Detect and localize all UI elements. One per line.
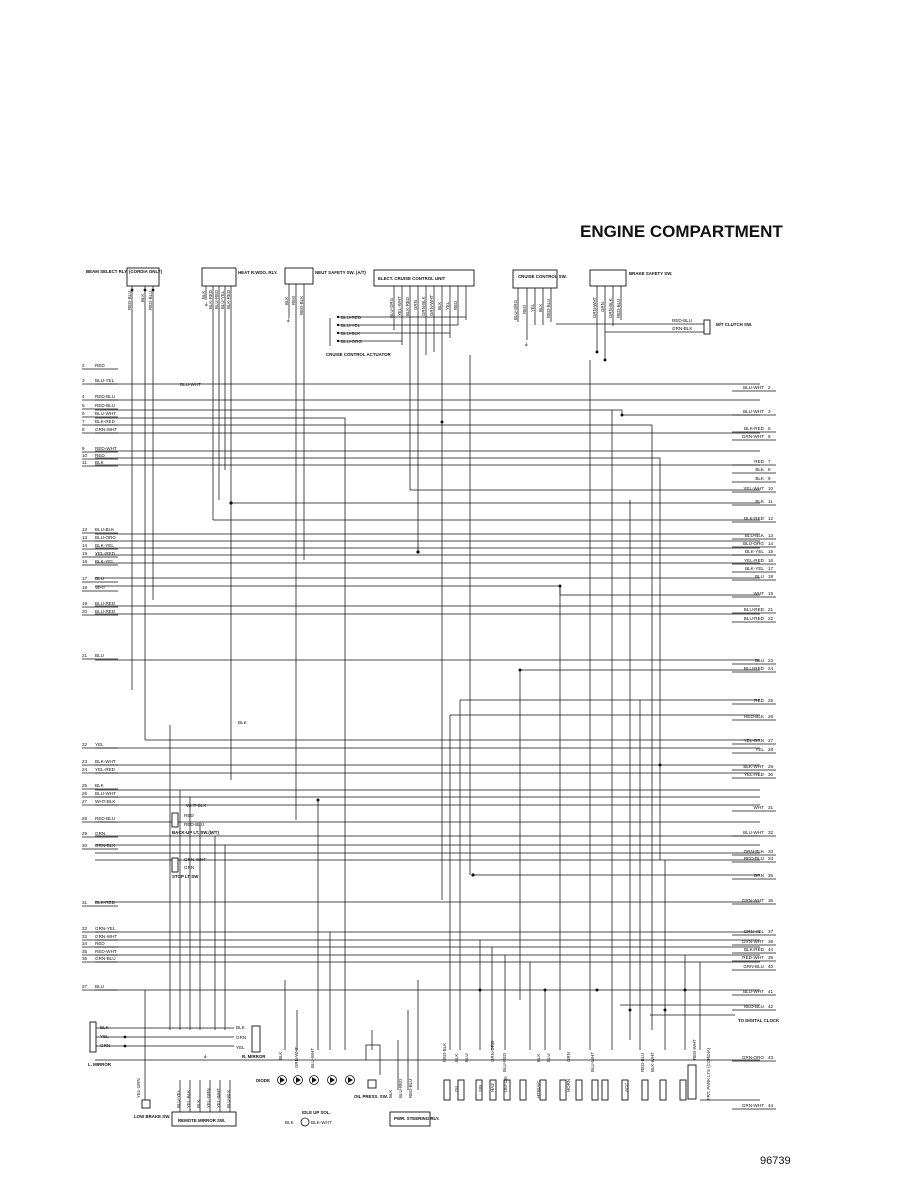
right-wire-color: BLU-ORG <box>743 541 764 546</box>
vertical-wire-label: BLK <box>278 1051 283 1060</box>
right-wire-number: 41 <box>768 989 774 994</box>
svg-text:CRUISE CONTROL ACTUATOR: CRUISE CONTROL ACTUATOR <box>326 352 391 357</box>
vertical-wire-label: BLK <box>454 1053 459 1062</box>
svg-text:HEAT R.WDO. RLY.: HEAT R.WDO. RLY. <box>238 270 278 275</box>
oil-pressure-switch <box>354 1045 388 1099</box>
right-wire-number: 43 <box>768 1055 774 1060</box>
right-wire-number: 9 <box>768 476 771 481</box>
vertical-wire-label: BLK-RED <box>208 289 213 309</box>
vertical-wire-label: BLK-RED <box>405 296 410 316</box>
svg-text:BLU-YEL: BLU-YEL <box>341 323 361 328</box>
vertical-wire-label: YEL <box>445 301 450 310</box>
connector-block <box>520 1080 526 1100</box>
left-wire-color: BLU <box>95 984 104 989</box>
vertical-wire-label: BLK-WHT <box>650 1052 655 1072</box>
vertical-wire-label: RED <box>291 295 296 305</box>
right-wire-number: 3 <box>768 409 771 414</box>
vertical-wire-label: YEL-BLK <box>186 1089 191 1108</box>
right-wire-color: RED-BLK <box>744 714 764 719</box>
left-wire-number: 16 <box>82 559 88 564</box>
stop-light-switch <box>172 857 206 879</box>
left-wire-color: BLK-WHT <box>95 759 116 764</box>
connector-block <box>660 1080 666 1100</box>
right-wire-color: RED <box>754 698 764 703</box>
svg-text:ELECT. CRUISE CONTROL UNIT: ELECT. CRUISE CONTROL UNIT <box>378 276 446 281</box>
left-wire-number: 26 <box>82 791 88 796</box>
svg-text:R. MIRROR: R. MIRROR <box>242 1054 266 1059</box>
left-wire-number: 6 <box>82 411 85 416</box>
vertical-wire-label: GRN-WHT <box>592 296 597 318</box>
right-wire-number: 16 <box>768 558 774 563</box>
left-wire-number: 34 <box>82 941 88 946</box>
vertical-wire-label: BLK <box>536 1053 541 1062</box>
digital-clock-note <box>650 1015 780 1023</box>
left-wire-color: RED <box>95 453 105 458</box>
vertical-wire-label: BLU <box>546 1053 551 1062</box>
svg-text:GRN: GRN <box>236 1035 247 1040</box>
left-wire-number: 23 <box>82 759 88 764</box>
right-wire-color: BLK <box>755 476 764 481</box>
left-wire-number: 9 <box>82 446 85 451</box>
connector-block <box>602 1080 608 1100</box>
left-wire-number: 13 <box>82 535 88 540</box>
left-wire-number: 5 <box>82 403 85 408</box>
left-wire-labels <box>82 363 118 990</box>
vertical-wire-label: BLK <box>388 1089 393 1098</box>
svg-text:GRN: GRN <box>184 865 195 870</box>
vertical-wire-label: YEL-WHT <box>216 1088 221 1108</box>
vertical-wire-label: YEL-GRN <box>206 1088 211 1108</box>
svg-text:RED: RED <box>184 813 194 818</box>
svg-text:BLU-ORG: BLU-ORG <box>341 339 362 344</box>
svg-text:GRN: GRN <box>100 1043 111 1048</box>
vertical-wire-label: GRN-WHT <box>429 294 434 316</box>
vertical-wire-label: GRN-ORG <box>490 1040 495 1062</box>
right-wire-color: YEL-RED <box>744 772 764 777</box>
vertical-wire-labels <box>127 290 697 1108</box>
left-wire-number: 29 <box>82 831 88 836</box>
right-wire-number: 15 <box>768 549 774 554</box>
left-wire-color: BLU-BLK <box>95 527 115 532</box>
svg-text:OIL PRESS. SW.: OIL PRESS. SW. <box>354 1094 388 1099</box>
vertical-wire-label: BLK <box>140 293 145 302</box>
vertical-wire-label: RED-BLK <box>299 295 304 315</box>
left-wire-number: 18 <box>82 585 88 590</box>
right-wire-number: 38 <box>768 939 774 944</box>
right-wire-number: 25 <box>768 698 774 703</box>
left-wire-color: GRN <box>95 831 106 836</box>
right-wire-color: RED-BLU <box>743 856 764 861</box>
vertical-wire-label: BLU-WHT <box>310 1047 315 1068</box>
left-wire-color: BLU <box>95 576 104 581</box>
right-wire-number: 14 <box>768 541 774 546</box>
right-wire-number: 18 <box>768 574 774 579</box>
right-wire-number: 6 <box>768 434 771 439</box>
right-wire-number: 35 <box>768 873 774 878</box>
right-wire-number: 34 <box>768 856 774 861</box>
svg-text:⏚: ⏚ <box>524 342 529 347</box>
left-wire-color: BLU-RED <box>95 601 116 606</box>
left-wire-color: BLU-ORG <box>95 535 116 540</box>
vertical-wire-label: YEL <box>530 303 535 312</box>
svg-text:TO DIGITAL CLOCK: TO DIGITAL CLOCK <box>738 1018 780 1023</box>
vertical-wire-label: GRN <box>566 1052 571 1062</box>
vertical-wire-label: BLK <box>201 290 206 299</box>
svg-text:BLU-RED: BLU-RED <box>341 315 362 320</box>
vertical-wire-label: GRN <box>413 300 418 310</box>
right-wire-color: BLK-RED <box>744 426 764 431</box>
left-wire-number: 3 <box>82 378 85 383</box>
vertical-wire-label: GRN <box>600 302 605 312</box>
right-wire-number: 11 <box>768 499 773 504</box>
right-wire-number: 17 <box>768 566 774 571</box>
vertical-wire-label: DEFOG <box>503 1076 508 1092</box>
vertical-wire-label: RED-BLU <box>640 1052 645 1072</box>
right-wire-number: 23 <box>768 658 774 663</box>
left-wire-color: BLK <box>95 783 104 788</box>
vertical-wire-label: HAZ <box>490 1083 495 1092</box>
right-wire-color: BLU <box>755 658 764 663</box>
left-wire-number: 15 <box>82 551 88 556</box>
right-wire-number: 24 <box>768 666 774 671</box>
right-wire-color: YEL <box>755 747 764 752</box>
left-wire-number: 27 <box>82 799 88 804</box>
right-wire-number: 44 <box>768 947 774 952</box>
right-wire-color: BLU-RED <box>743 607 764 612</box>
left-wire-number: 31 <box>82 900 88 905</box>
vertical-wire-label: BLU-ORG <box>513 299 518 320</box>
right-wire-color: BLU-WHT <box>743 989 764 994</box>
vertical-wire-label: RED-BLU <box>546 298 551 318</box>
right-wire-number: 26 <box>768 714 774 719</box>
left-wire-color: BLU-RED <box>95 609 116 614</box>
right-wire-color: GRN <box>753 873 764 878</box>
right-wire-number: 30 <box>768 772 774 777</box>
backup-light-switch <box>172 813 219 835</box>
left-wire-color: RED-WHT <box>95 949 117 954</box>
right-wire-color: RED <box>754 459 764 464</box>
vertical-wire-label: BLK <box>284 296 289 305</box>
right-wire-number: 19 <box>768 591 774 596</box>
left-wire-color: BLU <box>95 653 104 658</box>
right-wire-number: 32 <box>768 830 774 835</box>
left-wire-number: 17 <box>82 576 88 581</box>
right-wire-number: 22 <box>768 616 774 621</box>
svg-text:RED-BLU: RED-BLU <box>184 822 205 827</box>
right-wire-labels <box>732 385 776 1109</box>
left-wire-number: 12 <box>82 527 88 532</box>
beam-select-relay <box>86 268 163 740</box>
right-mirror <box>236 1025 266 1059</box>
left-wire-number: 32 <box>82 926 88 931</box>
right-wire-number: 39 <box>768 955 774 960</box>
left-wire-color: GRN-WHT <box>95 934 118 939</box>
right-wire-color: BLU-WHT <box>743 385 764 390</box>
svg-text:CRUISE CONTROL SW.: CRUISE CONTROL SW. <box>518 274 567 279</box>
right-wire-color: GRN-BLK <box>743 849 764 854</box>
svg-text:FRT. PARK LTS (CORDIA): FRT. PARK LTS (CORDIA) <box>706 1047 711 1100</box>
left-wire-number: 36 <box>82 956 88 961</box>
svg-text:STOP LT SW: STOP LT SW <box>172 874 199 879</box>
svg-text:DIODE: DIODE <box>256 1078 270 1083</box>
vertical-wire-label: BLU-RED <box>214 289 219 309</box>
left-wire-number: 28 <box>82 816 88 821</box>
vertical-wire-label: BLU-RED <box>502 1052 507 1072</box>
right-wire-color: GRN-YEL <box>743 929 764 934</box>
left-wire-color: BLK-YEL <box>95 559 114 564</box>
vertical-wire-label: BLU-YEL <box>220 290 225 309</box>
svg-text:LOW BRAKE SW.: LOW BRAKE SW. <box>134 1114 171 1119</box>
left-wire-color: GRN-WHT <box>95 427 118 432</box>
left-wire-number: 35 <box>82 949 88 954</box>
right-wire-number: 21 <box>768 607 774 612</box>
right-wire-number: 37 <box>768 929 774 934</box>
svg-text:⏚: ⏚ <box>204 302 209 307</box>
power-steering-relay <box>390 1112 439 1126</box>
right-wire-number: 28 <box>768 747 774 752</box>
connector-block <box>642 1080 648 1100</box>
mid-label: BLU-WHT <box>180 382 201 387</box>
vertical-wire-label: GRN-WHT <box>294 1046 299 1068</box>
svg-text:BLK-WHT: BLK-WHT <box>311 1120 332 1125</box>
page-title: ENGINE COMPARTMENT <box>580 222 783 241</box>
left-wire-color: YEL <box>95 742 104 747</box>
connector-block <box>592 1080 598 1100</box>
svg-text:IDLE UP SOL.: IDLE UP SOL. <box>302 1110 331 1115</box>
right-wire-number: 33 <box>768 849 774 854</box>
right-wire-color: YEL-WHT <box>743 486 764 491</box>
vertical-wire-label: ACC <box>624 1082 629 1092</box>
vertical-wire-label: GRN-BLK <box>608 298 613 318</box>
vertical-wire-label: GRN-BLK <box>421 296 426 316</box>
svg-text:PWR. STEERING RLY.: PWR. STEERING RLY. <box>394 1116 440 1121</box>
left-wire-color: RED-WHT <box>95 446 117 451</box>
right-wire-color: RED-BLU <box>743 1004 764 1009</box>
right-wire-color: BLK-RED <box>744 947 764 952</box>
left-wire-number: 30 <box>82 843 88 848</box>
svg-text:BLU-BLK: BLU-BLK <box>341 331 361 336</box>
right-wire-color: BLU-RED <box>743 666 764 671</box>
right-wire-color: GRN-WHT <box>741 1103 764 1108</box>
right-wire-number: 44 <box>768 1103 774 1108</box>
right-wire-number: 31 <box>768 805 774 810</box>
right-wire-color: BLK <box>755 499 764 504</box>
left-wire-color: RED-BLU <box>95 403 116 408</box>
vertical-wire-label: BLU-RED <box>398 1078 403 1098</box>
left-wire-number: 7 <box>82 419 85 424</box>
right-wire-color: RED-WHT <box>742 955 764 960</box>
vertical-wire-label: RED-BLK <box>442 1042 447 1062</box>
low-brake-switch <box>134 990 170 1119</box>
vertical-wire-label: BLU-WHT <box>590 1051 595 1072</box>
vertical-wire-label: YEL-GRN <box>136 1078 141 1098</box>
heat-rwdo-relay <box>202 268 278 780</box>
left-wire-number: 21 <box>82 653 88 658</box>
right-wire-color: BLU <box>755 574 764 579</box>
left-wire-number: 20 <box>82 609 88 614</box>
right-wire-color: WHT <box>753 591 764 596</box>
vertical-wire-label: YEL-WHT <box>397 296 402 316</box>
left-wire-color: BLU-WHT <box>95 411 116 416</box>
cruise-control-actuator <box>326 315 466 357</box>
left-wire-number: 4 <box>82 394 85 399</box>
left-wire-color: RED-BLU <box>95 394 116 399</box>
left-wire-color: BLK-RED <box>95 419 115 424</box>
svg-text:BEAM SELECT RLY. (CORDIA ONLY): BEAM SELECT RLY. (CORDIA ONLY) <box>86 269 163 274</box>
connector-block <box>680 1080 686 1100</box>
right-wire-color: GRN-ORG <box>741 1055 764 1060</box>
left-wire-color: WHT <box>95 585 106 590</box>
left-wire-number: 37 <box>82 984 88 989</box>
left-wire-color: BLK <box>95 460 104 465</box>
left-wire-color: YEL-RED <box>95 767 115 772</box>
right-wire-number: 36 <box>768 898 774 903</box>
left-wire-number: 14 <box>82 543 88 548</box>
left-wire-number: 19 <box>82 601 88 606</box>
svg-text:RED-BLU: RED-BLU <box>672 318 693 323</box>
right-wire-number: 27 <box>768 738 774 743</box>
left-wire-color: GRN-BLK <box>95 843 116 848</box>
vertical-wire-label: BLK-RED <box>226 289 231 309</box>
left-wire-number: 33 <box>82 934 88 939</box>
svg-text:GRN-WHT: GRN-WHT <box>184 857 207 862</box>
right-wire-color: BLK-YEL <box>745 566 764 571</box>
vertical-wire-label: RED-BLU <box>148 290 153 310</box>
right-wire-color: BLK-YEL <box>745 549 764 554</box>
right-wire-color: GRN-WHT <box>741 434 764 439</box>
right-wire-number: 12 <box>768 516 774 521</box>
right-wire-color: BLU-BLK <box>744 533 764 538</box>
right-wire-number: 42 <box>768 1004 774 1009</box>
right-wire-number: 13 <box>768 533 774 538</box>
svg-text:BLK: BLK <box>236 1025 245 1030</box>
svg-text:GRN-BLK: GRN-BLK <box>672 326 693 331</box>
svg-text:YEL: YEL <box>236 1045 245 1050</box>
vertical-wire-label: OIL <box>454 1084 459 1092</box>
right-wire-color: GRN-BLU <box>743 964 764 969</box>
mt-clutch-switch <box>556 318 752 334</box>
svg-text:BLK: BLK <box>100 1025 109 1030</box>
right-wire-color: GRN-WHT <box>741 898 764 903</box>
left-wire-color: RED-BLU <box>95 816 116 821</box>
left-wire-color: BLK-YEL <box>95 543 114 548</box>
remote-mirror-switch <box>172 1053 236 1126</box>
right-wire-color: BLU-WHT <box>743 409 764 414</box>
vertical-wire-label: RED-BLU <box>616 298 621 318</box>
vertical-wire-label: BLU-YEL <box>176 1089 181 1108</box>
vertical-wire-label: BLU <box>464 1053 469 1062</box>
connector-block <box>576 1080 582 1100</box>
right-wire-color: GRN-WHT <box>741 939 764 944</box>
right-wire-number: 29 <box>768 764 774 769</box>
right-wire-color: BLK <box>755 467 764 472</box>
vertical-wire-label: RED-WHT <box>692 1039 697 1060</box>
svg-text:⏚: ⏚ <box>203 1054 208 1059</box>
right-wire-number: 7 <box>768 459 771 464</box>
right-wire-number: 2 <box>768 385 771 390</box>
vertical-wire-label: S/B <box>478 1084 483 1092</box>
harness-lines <box>95 384 760 1100</box>
vertical-wire-label: RED-BLU <box>408 1078 413 1098</box>
brake-safety-switch <box>590 270 672 360</box>
vertical-wire-label: HORN <box>566 1079 571 1092</box>
right-wire-color: BLU-WHT <box>743 830 764 835</box>
left-wire-number: 2 <box>82 363 85 368</box>
vertical-wire-label: BLK <box>196 1099 201 1108</box>
left-wire-color: BLU-YEL <box>95 378 115 383</box>
left-wire-number: 8 <box>82 427 85 432</box>
vertical-wire-label: BLU-BLK <box>226 1089 231 1108</box>
left-wire-color: YEL-RED <box>95 551 115 556</box>
right-wire-number: 8 <box>768 467 771 472</box>
left-wire-color: RED <box>95 941 105 946</box>
right-wire-color: BLK-RED <box>744 516 764 521</box>
svg-text:⏚: ⏚ <box>286 318 291 323</box>
vertical-wire-label: RED <box>453 300 458 310</box>
diodes <box>256 1076 355 1085</box>
mid-label: BLK <box>238 720 247 725</box>
left-wire-color: WHT-BLK <box>95 799 116 804</box>
vertical-wire-label: BLK <box>437 301 442 310</box>
left-wire-number: 25 <box>82 783 88 788</box>
vertical-wire-label: RED <box>522 304 527 314</box>
svg-text:BLK: BLK <box>285 1120 294 1125</box>
svg-text:BRAKE SAFETY SW.: BRAKE SAFETY SW. <box>629 271 673 276</box>
mid-label: WHT-BLK <box>186 803 207 808</box>
vertical-wire-label: RED-BLU <box>127 290 132 310</box>
right-wire-color: BLU-RED <box>743 616 764 621</box>
left-wire-number: 22 <box>82 742 88 747</box>
left-wire-color: BLU-WHT <box>95 791 116 796</box>
right-wire-color: YEL-RED <box>744 558 764 563</box>
right-wire-number: 40 <box>768 964 774 969</box>
right-wire-color: WHT <box>753 805 764 810</box>
svg-text:L. MIRROR: L. MIRROR <box>88 1062 111 1067</box>
right-wire-number: 5 <box>768 426 771 431</box>
idle-up-solenoid <box>285 1110 332 1126</box>
right-wire-number: 10 <box>768 486 774 491</box>
left-wire-color: RED <box>95 363 105 368</box>
svg-text:REMOTE MIRROR SW.: REMOTE MIRROR SW. <box>178 1118 226 1123</box>
svg-text:M/T CLUTCH SW.: M/T CLUTCH SW. <box>716 322 753 327</box>
vertical-wire-label: HTR/A/C <box>536 1080 541 1098</box>
left-wire-number: 10 <box>82 453 88 458</box>
vertical-wire-label: BLK <box>538 303 543 312</box>
left-wire-color: GRN-BLU <box>95 956 116 961</box>
left-wire-color: GRN-YEL <box>95 926 116 931</box>
left-wire-number: 11 <box>82 460 87 465</box>
vertical-wire-label: BLU-ORG <box>389 297 394 318</box>
neut-safety-switch <box>285 268 366 820</box>
connector-block <box>444 1080 450 1100</box>
figure-number: 96739 <box>760 1155 791 1167</box>
harness-verticals <box>170 351 700 1091</box>
svg-text:BACK-UP LT. SW.(M/T): BACK-UP LT. SW.(M/T) <box>172 830 219 835</box>
svg-text:YEL: YEL <box>100 1034 109 1039</box>
svg-text:NEUT SAFETY SW. (A/T): NEUT SAFETY SW. (A/T) <box>315 270 366 275</box>
right-wire-color: BLK-WHT <box>743 764 764 769</box>
left-wire-color: BLK-RED <box>95 900 115 905</box>
left-wire-number: 24 <box>82 767 88 772</box>
right-wire-color: YEL-GRN <box>743 738 764 743</box>
